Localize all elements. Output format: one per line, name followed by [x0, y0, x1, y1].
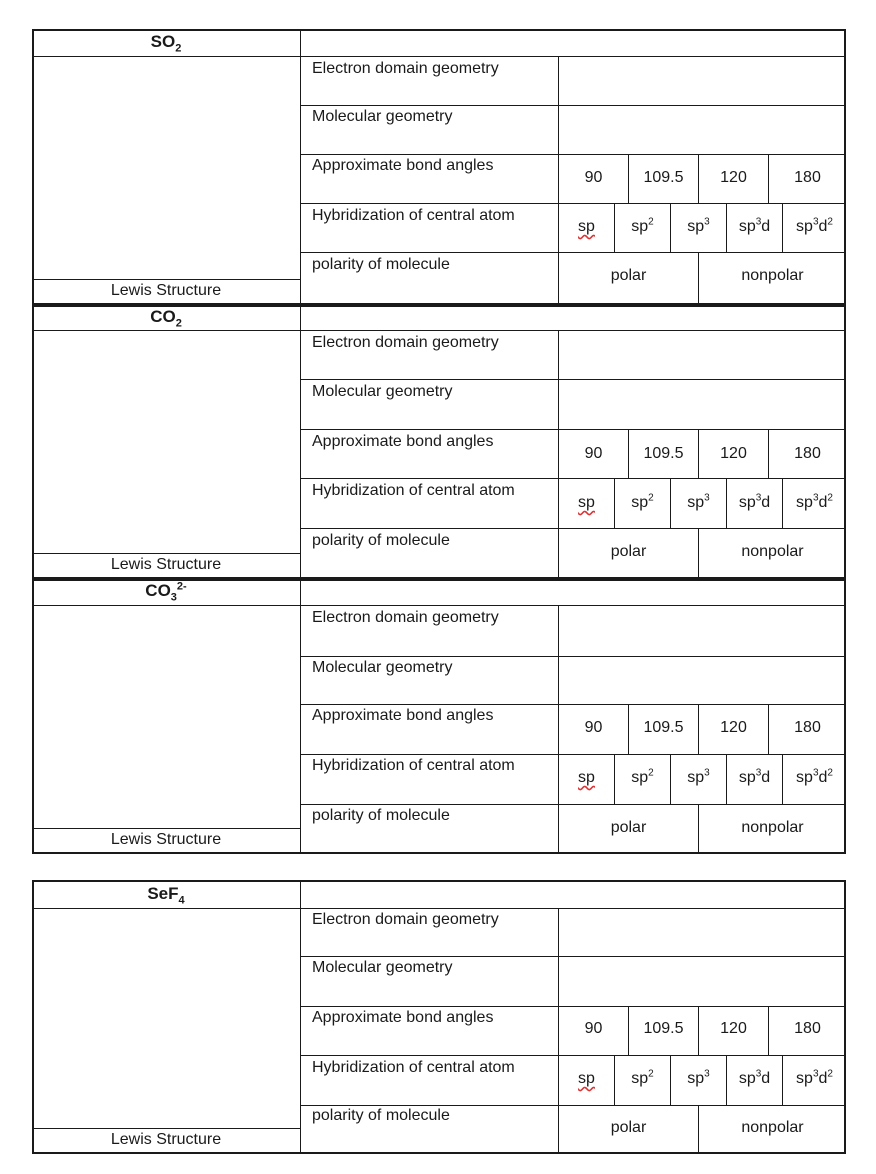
- divider: [300, 154, 846, 155]
- bond-angles-label: Approximate bond angles: [312, 707, 494, 724]
- angle-option[interactable]: 120: [720, 169, 747, 186]
- hybridization-label: Hybridization of central atom: [312, 757, 515, 774]
- polarity-option-polar[interactable]: polar: [610, 1119, 647, 1136]
- molecular-geometry-answer[interactable]: [559, 106, 846, 154]
- molecule-formula: SeF$_4$: [147, 884, 185, 907]
- angle-option[interactable]: 120: [720, 1020, 747, 1037]
- divider: [300, 203, 846, 204]
- divider: [300, 429, 846, 430]
- hybrid-option-sp2[interactable]: $sp^2$: [631, 767, 654, 786]
- polarity-label: polarity of molecule: [312, 256, 450, 273]
- hybrid-option-sp3d[interactable]: $sp^3d$: [738, 1068, 771, 1087]
- hybridization-label: Hybridization of central atom: [312, 1059, 515, 1076]
- hybrid-option-sp2[interactable]: $sp^2$: [631, 1068, 654, 1087]
- divider: [300, 579, 301, 854]
- hybrid-option-sp3[interactable]: $sp^3$: [687, 1068, 710, 1087]
- electron-domain-label: Electron domain geometry: [312, 60, 499, 77]
- hybrid-option-sp3[interactable]: $sp^3$: [687, 216, 710, 235]
- molecule-formula: $SO_2$: [150, 32, 182, 55]
- molecule-table-co2: [32, 305, 846, 579]
- electron-domain-answer[interactable]: [559, 606, 846, 656]
- divider: [32, 279, 300, 280]
- bond-angles-label: Approximate bond angles: [312, 433, 494, 450]
- hybridization-label: Hybridization of central atom: [312, 482, 515, 499]
- molecular-geometry-answer[interactable]: [559, 957, 846, 1006]
- divider: [32, 1128, 300, 1129]
- divider: [300, 478, 846, 479]
- divider: [300, 1006, 846, 1007]
- angle-option[interactable]: 109.5: [643, 719, 684, 736]
- divider: [300, 754, 846, 755]
- molecule-table-co3: [32, 579, 846, 854]
- lewis-structure-label: Lewis Structure: [110, 282, 222, 299]
- hybrid-option-sp3d[interactable]: $sp^3d$: [738, 492, 771, 511]
- angle-option[interactable]: 109.5: [643, 445, 684, 462]
- divider: [300, 880, 301, 1154]
- angle-option[interactable]: 180: [794, 445, 821, 462]
- electron-domain-label: Electron domain geometry: [312, 609, 499, 626]
- angle-option[interactable]: 120: [720, 719, 747, 736]
- polarity-label: polarity of molecule: [312, 807, 450, 824]
- polarity-option-nonpolar[interactable]: nonpolar: [741, 819, 804, 836]
- molecular-geometry-answer[interactable]: [559, 657, 846, 704]
- divider: [300, 528, 846, 529]
- polarity-label: polarity of molecule: [312, 532, 450, 549]
- molecular-geometry-label: Molecular geometry: [312, 959, 453, 976]
- hybridization-label: Hybridization of central atom: [312, 207, 515, 224]
- lewis-structure-label: Lewis Structure: [110, 1131, 222, 1148]
- hybrid-option-sp[interactable]: sp: [578, 218, 595, 235]
- molecule-formula: $CO_2$: [150, 307, 182, 330]
- angle-option[interactable]: 90: [584, 445, 603, 462]
- hybrid-option-sp[interactable]: sp: [578, 769, 595, 786]
- divider: [300, 704, 846, 705]
- molecular-geometry-answer[interactable]: [559, 380, 846, 429]
- bond-angles-label: Approximate bond angles: [312, 1009, 494, 1026]
- electron-domain-label: Electron domain geometry: [312, 334, 499, 351]
- hybrid-option-sp3d2[interactable]: $sp^3d^2$: [796, 216, 833, 235]
- lewis-structure-label: Lewis Structure: [110, 831, 222, 848]
- electron-domain-answer[interactable]: [559, 909, 846, 956]
- angle-option[interactable]: 180: [794, 719, 821, 736]
- angle-option[interactable]: 180: [794, 169, 821, 186]
- angle-option[interactable]: 109.5: [643, 169, 684, 186]
- polarity-option-nonpolar[interactable]: nonpolar: [741, 543, 804, 560]
- angle-option[interactable]: 109.5: [643, 1020, 684, 1037]
- polarity-option-nonpolar[interactable]: nonpolar: [741, 267, 804, 284]
- molecule-formula: $CO_3^{2-}$: [145, 580, 187, 604]
- hybrid-option-sp2[interactable]: $sp^2$: [631, 216, 654, 235]
- angle-option[interactable]: 180: [794, 1020, 821, 1037]
- hybrid-option-sp3d[interactable]: $sp^3d$: [738, 767, 771, 786]
- molecular-geometry-label: Molecular geometry: [312, 383, 453, 400]
- polarity-option-polar[interactable]: polar: [610, 819, 647, 836]
- electron-domain-label: Electron domain geometry: [312, 911, 499, 928]
- divider: [32, 828, 300, 829]
- molecular-geometry-label: Molecular geometry: [312, 108, 453, 125]
- electron-domain-answer[interactable]: [559, 331, 846, 379]
- divider: [300, 1055, 846, 1056]
- hybrid-option-sp3[interactable]: $sp^3$: [687, 767, 710, 786]
- hybrid-option-sp3[interactable]: $sp^3$: [687, 492, 710, 511]
- angle-option[interactable]: 120: [720, 445, 747, 462]
- hybrid-option-sp[interactable]: sp: [578, 494, 595, 511]
- hybrid-option-sp3d2[interactable]: $sp^3d^2$: [796, 492, 833, 511]
- molecular-geometry-label: Molecular geometry: [312, 659, 453, 676]
- divider: [32, 553, 300, 554]
- electron-domain-answer[interactable]: [559, 57, 846, 105]
- molecule-table-sef4: [32, 880, 846, 1154]
- polarity-label: polarity of molecule: [312, 1107, 450, 1124]
- polarity-option-polar[interactable]: polar: [610, 543, 647, 560]
- angle-option[interactable]: 90: [584, 1020, 603, 1037]
- polarity-option-nonpolar[interactable]: nonpolar: [741, 1119, 804, 1136]
- divider: [300, 29, 301, 305]
- hybrid-option-sp2[interactable]: $sp^2$: [631, 492, 654, 511]
- molecule-table-so2: [32, 29, 846, 305]
- angle-option[interactable]: 90: [584, 719, 603, 736]
- hybrid-option-sp3d2[interactable]: $sp^3d^2$: [796, 1068, 833, 1087]
- divider: [300, 804, 846, 805]
- hybrid-option-sp3d2[interactable]: $sp^3d^2$: [796, 767, 833, 786]
- hybrid-option-sp3d[interactable]: $sp^3d$: [738, 216, 771, 235]
- hybrid-option-sp[interactable]: sp: [578, 1070, 595, 1087]
- angle-option[interactable]: 90: [584, 169, 603, 186]
- bond-angles-label: Approximate bond angles: [312, 157, 494, 174]
- divider: [300, 305, 301, 579]
- polarity-option-polar[interactable]: polar: [610, 267, 647, 284]
- lewis-structure-label: Lewis Structure: [110, 556, 222, 573]
- divider: [300, 252, 846, 253]
